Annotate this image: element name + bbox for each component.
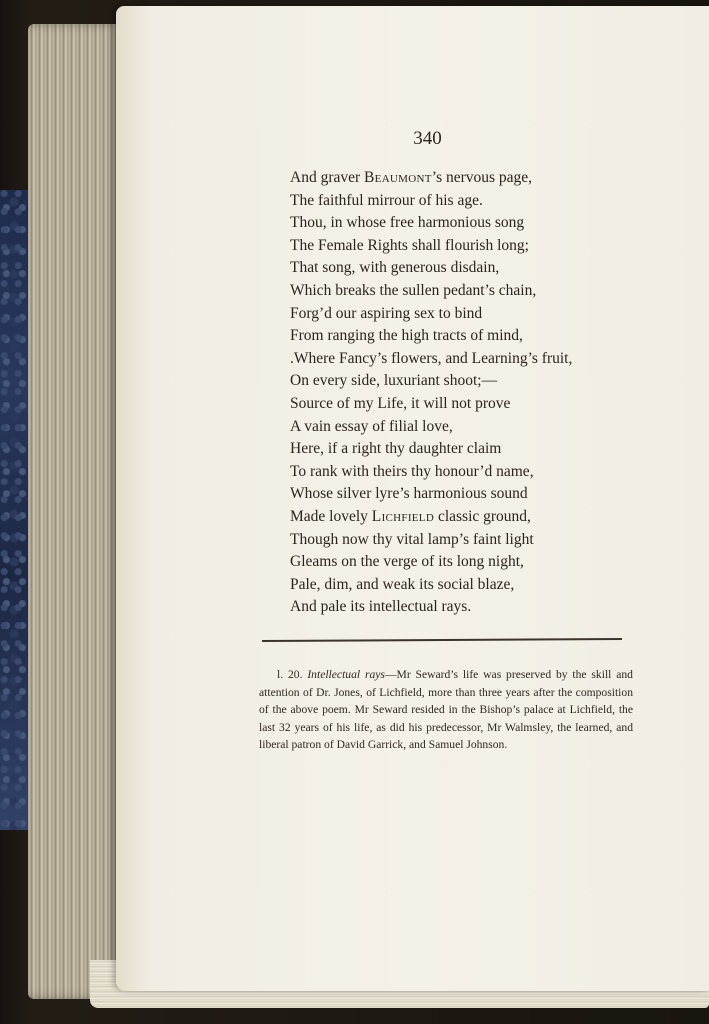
poem-line [290,348,572,371]
poem-line-text: Though now thy vital lamp’s faint light [290,530,534,548]
poem-line-smallcaps: Beaumont [364,169,432,186]
poem [290,167,572,619]
poem-line [290,393,572,416]
poem-line [290,574,572,597]
footnote-term: Intellectual rays [307,668,385,681]
poem-line-smallcaps: Lichfield [371,507,435,525]
poem-line [290,596,572,619]
poem-line-text: To rank with theirs thy honour’d name, [290,462,534,480]
poem-line-text: .Where Fancy’s flowers, and Learning’s fruit, [290,349,573,367]
book-page [116,6,709,991]
poem-line-text: Here, if a right thy daughter claim [290,440,502,458]
poem-line-text: And pale its intellectual rays. [290,598,472,616]
poem-line-text: The Female Rights shall flourish long; [290,236,529,254]
poem-line [290,483,572,506]
poem-line [290,416,572,439]
poem-line-text: Source of my Life, it will not prove [290,394,511,412]
poem-line [290,235,572,258]
poem-line-text: Which breaks the sullen pedant’s chain, [290,281,537,299]
poem-line-text: On every side, luxuriant shoot;— [290,372,498,390]
footnote-text: —Mr Seward’s life was preserved by the skill and attention of Dr. Jones, of Lichfield, more than three years after the composition of the above poem. Mr Seward resided in the Bishop’s palace at Lichfield, the last 32 years of his life, as did his predecessor, Mr Walmsley, the learned, and liberal patron of David Garrick, and Samuel Johnson. [259,668,633,752]
poem-line-text-end: ’s nervous page, [431,169,533,186]
footnote-rule [262,638,622,642]
poem-line-text: Made lovely [290,507,372,525]
poem-line-text: That song, with generous disdain, [290,259,500,277]
poem-line [290,551,572,574]
poem-line [290,370,572,393]
poem-line [290,212,572,235]
poem-line [290,280,572,303]
poem-line [290,190,572,213]
page-number: 340 [413,128,442,149]
poem-line [290,303,572,326]
poem-line-text: Forg’d our aspiring sex to bind [290,304,483,322]
poem-line-text: From ranging the high tracts of mind, [290,327,523,345]
poem-line-text-end: classic ground, [434,507,531,525]
footnote [259,666,633,754]
poem-line [290,257,572,280]
poem-line-text: A vain essay of filial love, [290,417,453,435]
poem-line-text: Pale, dim, and weak its social blaze, [290,575,515,593]
poem-line [290,461,572,484]
poem-line [290,506,572,529]
poem-line-text: Thou, in whose free harmonious song [290,214,525,232]
poem-line [290,529,572,552]
poem-line-text: Whose silver lyre’s harmonious sound [290,485,528,503]
poem-line [290,438,572,461]
poem-line-text: And graver [290,169,365,186]
page-edges [28,24,120,999]
footnote-ref: l. 20. [277,668,308,681]
poem-line-text: Gleams on the verge of its long night, [290,553,524,571]
poem-line [290,167,572,190]
poem-line [290,325,572,348]
poem-line-text: The faithful mirrour of his age. [290,191,483,209]
